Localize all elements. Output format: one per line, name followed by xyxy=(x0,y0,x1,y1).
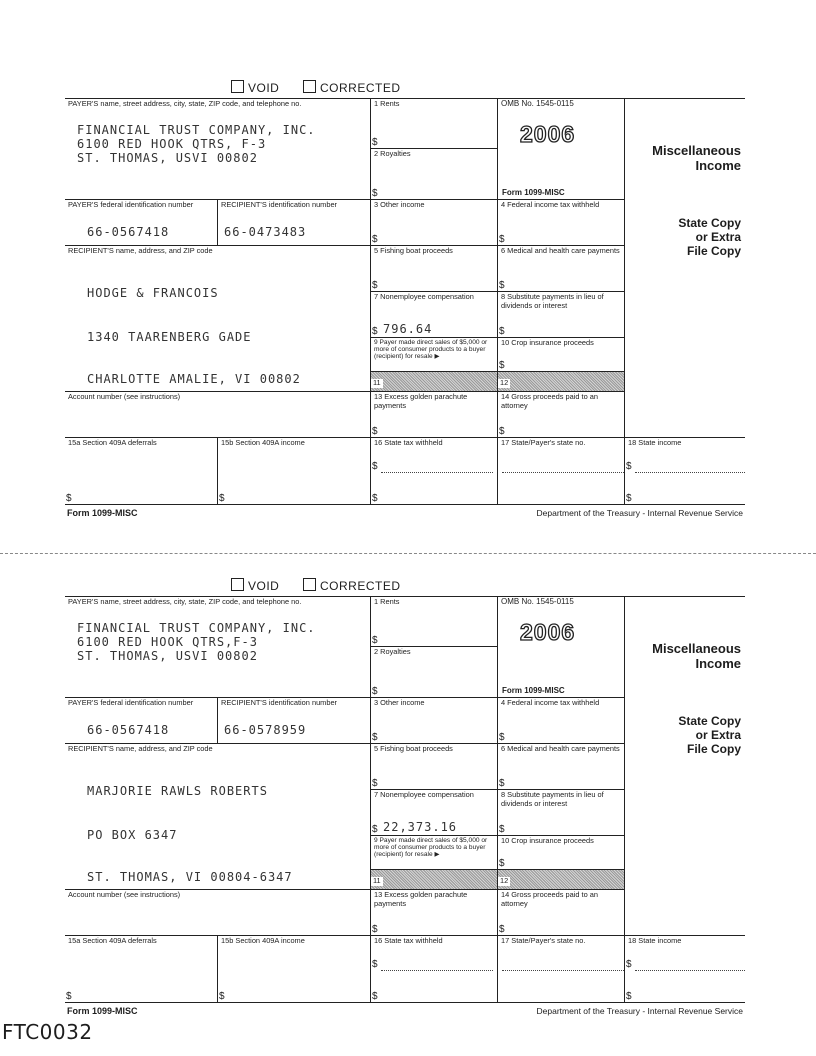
box-5 xyxy=(371,246,498,292)
recipient-line-1: MARJORIE RAWLS ROBERTS xyxy=(87,784,268,798)
box-10-dollar: $ xyxy=(499,360,505,371)
title-line-1: Miscellaneous xyxy=(652,143,741,158)
cut-line xyxy=(0,553,816,554)
account-box xyxy=(65,392,371,438)
box-11-label: 11 xyxy=(373,378,381,387)
box-15b-label: 15b Section 409A income xyxy=(221,438,305,447)
recipient-id-label: RECIPIENT'S identification number xyxy=(221,200,338,209)
footer-department: Department of the Treasury - Internal Revenue Service xyxy=(536,1006,743,1016)
corrected-label: CORRECTED xyxy=(320,579,401,593)
box-16-dollar-b: $ xyxy=(372,493,378,504)
box-17-divider xyxy=(502,472,624,473)
recipient-id-label: RECIPIENT'S identification number xyxy=(221,698,338,707)
box-13 xyxy=(371,392,498,438)
box-14-label: 14 Gross proceeds paid to an attorney xyxy=(501,890,598,908)
box-18-divider xyxy=(635,970,745,971)
box-5-label: 5 Fishing boat proceeds xyxy=(374,246,453,255)
box-10-label: 10 Crop insurance proceeds xyxy=(501,338,594,347)
form-1099-misc-2 xyxy=(65,578,745,1017)
blank-right xyxy=(625,890,745,936)
copy-area xyxy=(625,698,745,890)
tax-year: 2006 xyxy=(520,619,576,645)
box-7-label: 7 Nonemployee compensation xyxy=(374,790,474,799)
box-18-label: 18 State income xyxy=(628,438,682,447)
corrected-checkbox-group[interactable] xyxy=(303,80,401,95)
box-16-divider xyxy=(381,472,493,473)
omb-number: OMB No. 1545-0115 xyxy=(501,99,574,108)
box-14-dollar: $ xyxy=(499,924,505,935)
box-8-label: 8 Substitute payments in lieu of dividends or interest xyxy=(501,790,604,808)
box-10-label: 10 Crop insurance proceeds xyxy=(501,836,594,845)
box-8-label: 8 Substitute payments in lieu of dividends or interest xyxy=(501,292,604,310)
payer-line-2: 6100 RED HOOK QTRS,F-3 xyxy=(77,635,258,649)
box-15b-label: 15b Section 409A income xyxy=(221,936,305,945)
void-label: VOID xyxy=(248,579,280,593)
recipient-id-box xyxy=(218,200,371,246)
box-13-label: 13 Excess golden parachute payments xyxy=(374,890,468,908)
box-15a xyxy=(65,936,218,1003)
recipient-line-3: ST. THOMAS, VI 00804-6347 xyxy=(87,870,293,884)
box-1 xyxy=(371,597,498,647)
box-11 xyxy=(371,372,498,392)
blank-right xyxy=(625,392,745,438)
box-6 xyxy=(498,246,625,292)
box-15a-dollar: $ xyxy=(66,991,72,1002)
box-18 xyxy=(625,438,745,505)
box-13-dollar: $ xyxy=(372,426,378,437)
box-15a xyxy=(65,438,218,505)
box-6-dollar: $ xyxy=(499,280,505,291)
payer-line-2: 6100 RED HOOK QTRS, F-3 xyxy=(77,137,267,151)
box-11-label: 11 xyxy=(373,876,381,885)
recipient-id-box xyxy=(218,698,371,744)
footer-form-name: Form 1099-MISC xyxy=(67,508,138,518)
title-area xyxy=(625,99,745,200)
box-14-label: 14 Gross proceeds paid to an attorney xyxy=(501,392,598,410)
box-14-dollar: $ xyxy=(499,426,505,437)
box-2-dollar: $ xyxy=(372,686,378,697)
box-7-label: 7 Nonemployee compensation xyxy=(374,292,474,301)
box-2 xyxy=(371,149,498,200)
box-17 xyxy=(498,438,625,505)
box-16-label: 16 State tax withheld xyxy=(374,936,443,945)
box-4-label: 4 Federal income tax withheld xyxy=(501,698,600,707)
corrected-label: CORRECTED xyxy=(320,81,401,95)
account-box xyxy=(65,890,371,936)
title-line-1: Miscellaneous xyxy=(652,641,741,656)
box-2 xyxy=(371,647,498,698)
box-1-label: 1 Rents xyxy=(374,597,400,606)
box-14 xyxy=(498,890,625,936)
form-grid xyxy=(65,596,745,1003)
copy-line-3: File Copy xyxy=(686,742,741,756)
footer-form-name: Form 1099-MISC xyxy=(67,1006,138,1016)
corrected-checkbox-group[interactable] xyxy=(303,578,401,593)
box-10-dollar: $ xyxy=(499,858,505,869)
box-9 xyxy=(371,836,498,870)
box-7-value: 796.64 xyxy=(383,322,433,336)
box-14 xyxy=(498,392,625,438)
payer-fed-id: 66-0567418 xyxy=(87,723,170,737)
title-line-2: Income xyxy=(695,158,741,173)
box-17-divider xyxy=(502,970,624,971)
box-5-dollar: $ xyxy=(372,280,378,291)
box-4-dollar: $ xyxy=(499,732,505,743)
omb-box xyxy=(498,597,625,698)
box-16-dollar-b: $ xyxy=(372,991,378,1002)
box-11 xyxy=(371,870,498,890)
box-18-dollar-a: $ xyxy=(626,461,632,472)
box-18-divider xyxy=(635,472,745,473)
box-6-label: 6 Medical and health care payments xyxy=(501,744,620,753)
box-7-dollar: $ xyxy=(372,824,378,835)
void-checkbox-group[interactable] xyxy=(231,578,279,593)
box-4 xyxy=(498,200,625,246)
form-footer xyxy=(65,505,745,519)
payer-fed-id-box xyxy=(65,698,218,744)
box-7 xyxy=(371,292,498,338)
box-9-label: 9 Payer made direct sales of $5,000 or more of consumer products to a buyer (recipient) for resale ▶ xyxy=(374,837,488,858)
recipient-box xyxy=(65,744,371,890)
box-2-dollar: $ xyxy=(372,188,378,199)
omb-box xyxy=(498,99,625,200)
box-2-label: 2 Royalties xyxy=(374,647,411,656)
box-12-label: 12 xyxy=(500,876,509,885)
payer-fed-id-box xyxy=(65,200,218,246)
void-checkbox-group[interactable] xyxy=(231,80,279,95)
box-4-label: 4 Federal income tax withheld xyxy=(501,200,600,209)
box-3-dollar: $ xyxy=(372,732,378,743)
payer-label: PAYER'S name, street address, city, state, ZIP code, and telephone no. xyxy=(68,99,302,108)
title-area xyxy=(625,597,745,698)
recipient-id: 66-0473483 xyxy=(224,225,307,239)
payer-fed-id-label: PAYER'S federal identification number xyxy=(68,200,194,209)
box-16 xyxy=(371,936,498,1003)
box-8 xyxy=(498,292,625,338)
copy-line-2: or Extra xyxy=(695,728,741,742)
recipient-id: 66-0578959 xyxy=(224,723,307,737)
box-18 xyxy=(625,936,745,1003)
form-header-row xyxy=(65,80,745,98)
copy-area xyxy=(625,200,745,392)
omb-number: OMB No. 1545-0115 xyxy=(501,597,574,606)
box-16-dollar-a: $ xyxy=(372,959,378,970)
form-footer xyxy=(65,1003,745,1017)
box-4 xyxy=(498,698,625,744)
box-15a-label: 15a Section 409A deferrals xyxy=(68,936,157,945)
box-7-dollar: $ xyxy=(372,326,378,337)
form-header-row xyxy=(65,578,745,596)
box-10 xyxy=(498,338,625,372)
recipient-line-1: HODGE & FRANCOIS xyxy=(87,286,219,300)
box-18-dollar-b: $ xyxy=(626,493,632,504)
void-checkbox[interactable] xyxy=(231,578,244,591)
box-3-label: 3 Other income xyxy=(374,698,425,707)
box-9 xyxy=(371,338,498,372)
form-1099-misc-1 xyxy=(65,80,745,519)
box-15a-label: 15a Section 409A deferrals xyxy=(68,438,157,447)
recipient-line-2: 1340 TAARENBERG GADE xyxy=(87,330,252,344)
box-7 xyxy=(371,790,498,836)
title-line-2: Income xyxy=(695,656,741,671)
box-12 xyxy=(498,870,625,890)
corrected-checkbox[interactable] xyxy=(303,80,316,93)
corrected-checkbox[interactable] xyxy=(303,578,316,591)
box-5 xyxy=(371,744,498,790)
recipient-line-2: PO BOX 6347 xyxy=(87,828,178,842)
copy-line-3: File Copy xyxy=(686,244,741,258)
box-12 xyxy=(498,372,625,392)
box-3-label: 3 Other income xyxy=(374,200,425,209)
box-18-dollar-b: $ xyxy=(626,991,632,1002)
box-1 xyxy=(371,99,498,149)
box-12-label: 12 xyxy=(500,378,509,387)
box-13 xyxy=(371,890,498,936)
payer-box xyxy=(65,99,371,200)
page-id: FTC0032 xyxy=(2,1020,93,1044)
box-13-dollar: $ xyxy=(372,924,378,935)
payer-label: PAYER'S name, street address, city, state, ZIP code, and telephone no. xyxy=(68,597,302,606)
form-name: Form 1099-MISC xyxy=(502,686,565,695)
payer-fed-id-label: PAYER'S federal identification number xyxy=(68,698,194,707)
box-1-label: 1 Rents xyxy=(374,99,400,108)
box-15b-dollar: $ xyxy=(219,991,225,1002)
box-3 xyxy=(371,698,498,744)
box-15b-dollar: $ xyxy=(219,493,225,504)
box-16-label: 16 State tax withheld xyxy=(374,438,443,447)
form-grid xyxy=(65,98,745,505)
box-7-value: 22,373.16 xyxy=(383,820,458,834)
payer-line-3: ST. THOMAS, USVI 00802 xyxy=(77,151,258,165)
copy-line-1: State Copy xyxy=(678,714,741,728)
box-15b xyxy=(218,936,371,1003)
box-1-dollar: $ xyxy=(372,635,378,646)
box-1-dollar: $ xyxy=(372,137,378,148)
payer-line-1: FINANCIAL TRUST COMPANY, INC. xyxy=(77,621,316,635)
void-label: VOID xyxy=(248,81,280,95)
recipient-box xyxy=(65,246,371,392)
box-6-label: 6 Medical and health care payments xyxy=(501,246,620,255)
box-17-label: 17 State/Payer's state no. xyxy=(501,936,586,945)
box-3 xyxy=(371,200,498,246)
box-18-label: 18 State income xyxy=(628,936,682,945)
box-3-dollar: $ xyxy=(372,234,378,245)
account-label: Account number (see instructions) xyxy=(68,890,181,899)
box-9-label: 9 Payer made direct sales of $5,000 or more of consumer products to a buyer (recipient) for resale ▶ xyxy=(374,339,488,360)
payer-fed-id: 66-0567418 xyxy=(87,225,170,239)
box-5-label: 5 Fishing boat proceeds xyxy=(374,744,453,753)
box-16 xyxy=(371,438,498,505)
box-10 xyxy=(498,836,625,870)
recipient-label: RECIPIENT'S name, address, and ZIP code xyxy=(68,246,213,255)
tax-year: 2006 xyxy=(520,121,576,147)
box-2-label: 2 Royalties xyxy=(374,149,411,158)
box-8-dollar: $ xyxy=(499,824,505,835)
box-13-label: 13 Excess golden parachute payments xyxy=(374,392,468,410)
box-17 xyxy=(498,936,625,1003)
box-6 xyxy=(498,744,625,790)
box-18-dollar-a: $ xyxy=(626,959,632,970)
box-4-dollar: $ xyxy=(499,234,505,245)
box-8 xyxy=(498,790,625,836)
box-5-dollar: $ xyxy=(372,778,378,789)
box-16-dollar-a: $ xyxy=(372,461,378,472)
account-label: Account number (see instructions) xyxy=(68,392,181,401)
box-16-divider xyxy=(381,970,493,971)
void-checkbox[interactable] xyxy=(231,80,244,93)
recipient-label: RECIPIENT'S name, address, and ZIP code xyxy=(68,744,213,753)
box-8-dollar: $ xyxy=(499,326,505,337)
box-17-label: 17 State/Payer's state no. xyxy=(501,438,586,447)
form-name: Form 1099-MISC xyxy=(502,188,565,197)
box-6-dollar: $ xyxy=(499,778,505,789)
footer-department: Department of the Treasury - Internal Revenue Service xyxy=(536,508,743,518)
copy-line-1: State Copy xyxy=(678,216,741,230)
box-15a-dollar: $ xyxy=(66,493,72,504)
payer-line-1: FINANCIAL TRUST COMPANY, INC. xyxy=(77,123,316,137)
box-15b xyxy=(218,438,371,505)
recipient-line-3: CHARLOTTE AMALIE, VI 00802 xyxy=(87,372,301,386)
copy-line-2: or Extra xyxy=(695,230,741,244)
payer-line-3: ST. THOMAS, USVI 00802 xyxy=(77,649,258,663)
payer-box xyxy=(65,597,371,698)
